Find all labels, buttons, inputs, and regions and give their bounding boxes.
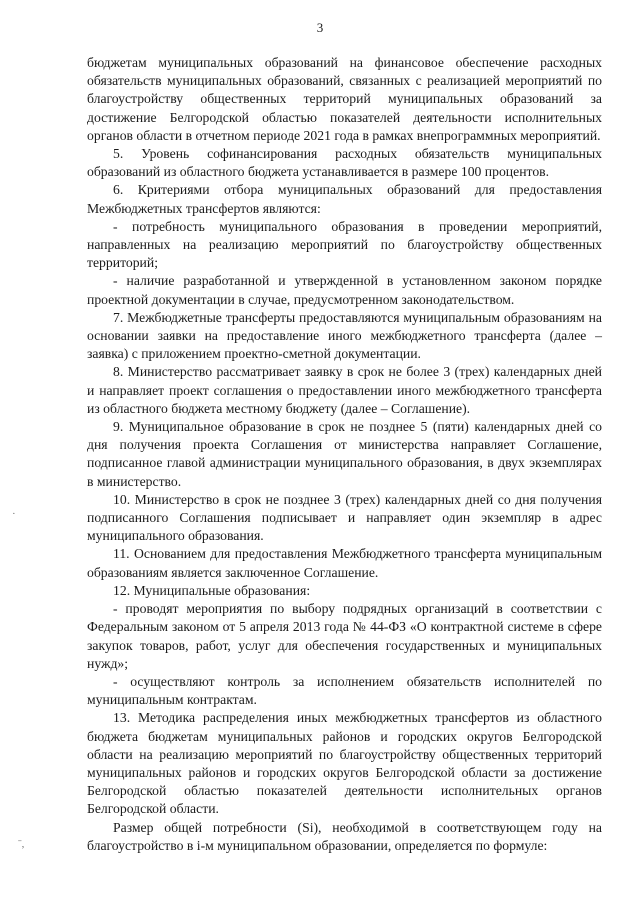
paragraph-bullet: - наличие разработанной и утвержденной в установленном законом порядке проектной документации в случае, предусмотренном законодательством. xyxy=(87,273,602,307)
paragraph-bullet: - осуществляют контроль за исполнением обязательств исполнителей по муниципальным контрактам. xyxy=(87,673,602,708)
scan-mark: · xyxy=(12,508,16,520)
paragraph-formula-intro: Размер общей потребности (Si), необходимой в соответствующем году на благоустройство в i-м муниципальном образовании, определяется по формуле: xyxy=(87,819,602,853)
document-body xyxy=(87,54,602,855)
paragraph-continuation: бюджетам муниципальных образований на финансовое обеспечение расходных обязательств муниципальных образований, связанных с реализацией мероприятий по благоустройству общественных территорий муниципальных образований за достижение Белгородской областью показателей деятельности исполнительных органов области в отчетном периоде 2021 года в рамках внепрограммных мероприятий. xyxy=(87,55,602,143)
paragraph-item-9: 9. Муниципальное образование в срок не позднее 5 (пяти) календарных дней со дня получения проекта Соглашения от министерства направляет Соглашение, подписанное главой администрации муниципального образования, в двух экземплярах в министерство. xyxy=(87,419,602,489)
paragraph-item-6: 6. Критериями отбора муниципальных образований для предоставления Межбюджетных трансфертов являются: xyxy=(87,182,602,216)
paragraph-item-11: 11. Основанием для предоставления Межбюджетного трансферта муниципальным образованиям является заключенное Соглашение. xyxy=(87,546,602,580)
paragraph-item-8: 8. Министерство рассматривает заявку в срок не более 3 (трех) календарных дней и направляет проект соглашения о предоставлении иного межбюджетного трансферта из областного бюджета местному бюджету (далее – Соглашение). xyxy=(87,364,602,416)
scan-mark: ˉ, xyxy=(18,838,25,850)
page-number: 3 xyxy=(316,20,324,35)
paragraph-item-7: 7. Межбюджетные трансферты предоставляются муниципальным образованиям на основании заявки на предоставление иного межбюджетного трансферта (далее – заявка) с приложением проектно-сметной документации. xyxy=(87,309,602,362)
paragraph-item-10: 10. Министерство в срок не позднее 3 (трех) календарных дней со дня получения подписанного Соглашения подписывает и направляет один экземпляр в адрес муниципального образования. xyxy=(87,491,602,544)
paragraph-item-5: 5. Уровень софинансирования расходных обязательств муниципальных образований из областного бюджета устанавливается в размере 100 процентов. xyxy=(87,146,602,180)
paragraph-bullet: - потребность муниципального образования в проведении мероприятий, направленных на реализацию мероприятий по благоустройству общественных территорий; xyxy=(87,218,602,271)
paragraph-item-12: 12. Муниципальные образования: xyxy=(113,582,311,598)
paragraph-bullet: - проводят мероприятия по выбору подрядных организаций в соответствии с Федеральным законом от 5 апреля 2013 года № 44-ФЗ «О контрактной системе в сфере закупок товаров, работ, услуг для обеспечения государственных и муниципальных нужд»; xyxy=(87,601,602,671)
paragraph-item-13: 13. Методика распределения иных межбюджетных трансфертов из областного бюджета бюджетам муниципальных районов и городских округов Белгородской области на реализацию мероприятий по благоустройству общественных территорий муниципальных районов и городских округов Белгородской области за достижение Белгородской областью показателей деятельности исполнительных органов Белгородской области. xyxy=(87,710,602,817)
